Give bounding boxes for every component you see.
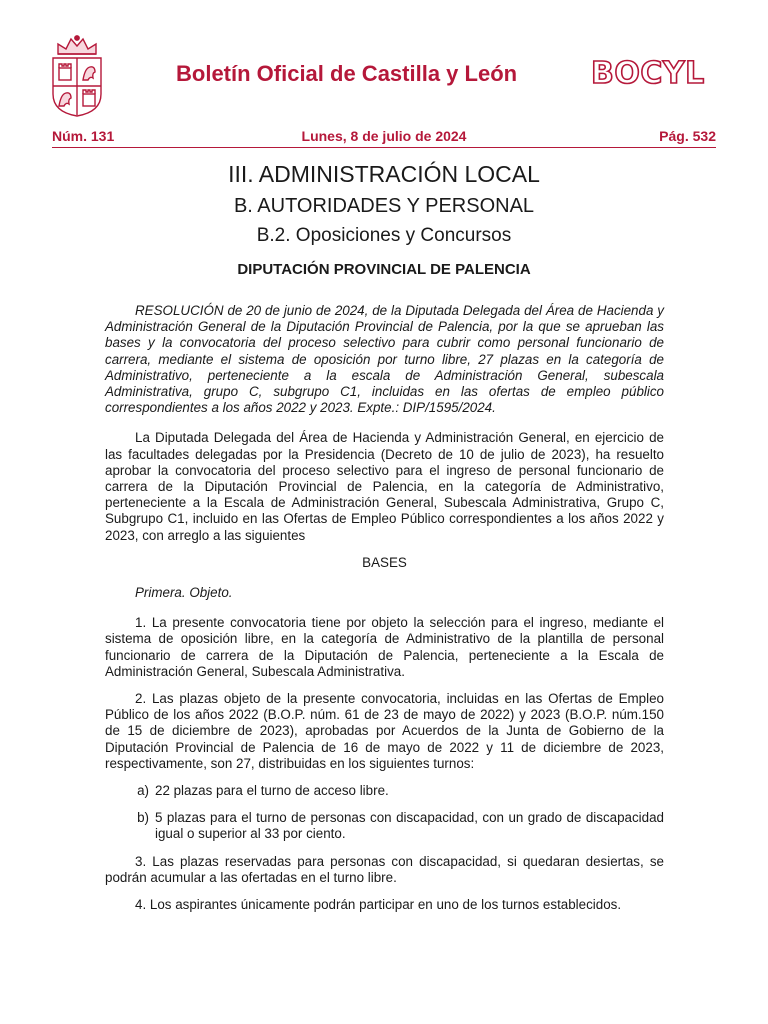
list-item-text: 22 plazas para el turno de acceso libre.: [155, 783, 389, 799]
list-item: [105, 783, 664, 799]
section-heading-level1: III. ADMINISTRACIÓN LOCAL: [228, 161, 540, 187]
coat-of-arms-logo: [48, 34, 106, 118]
intro-paragraph: La Diputada Delegada del Área de Hacienda y Administración General, en ejercicio de las facultades delegadas por la Presidencia (Decreto de 10 de julio de 2023), ha resuelto aprobar la convocatoria del proceso selectivo para el ingreso de personal funcionario de carrera de la Diputación Provincial de Palencia, en la categoría de Administrativo, perteneciente a la Escala de Administración General, Subescala Administrativa, Grupo C, Subgrupo C1, incluido en las Ofertas de Empleo Público correspondientes a los años 2022 y 2023, con arreglo a las siguientes: [105, 430, 664, 543]
resolution-summary: RESOLUCIÓN de 20 de junio de 2024, de la Diputada Delegada del Área de Hacienda y Administración General de la Diputación Provincial de Palencia, por la que se aprueban las bases y la convocatoria del proceso selectivo para cubrir como personal funcionario de carrera, mediante el sistema de oposición por turno libre, 27 plazas en la categoría de Administrativo, perteneciente a la escala de Administración General, subescala Administrativa, grupo C, subgrupo C1, incluidas en las ofertas de empleo público correspondientes a los años 2022 y 2023. Expte.: DIP/1595/2024.: [105, 303, 664, 416]
issue-number: Núm. 131: [52, 128, 115, 144]
document-body: [105, 303, 664, 924]
list-item-text: 5 plazas para el turno de personas con discapacidad, con un grado de discapacidad igual o superior al 33 por ciento.: [155, 810, 664, 842]
list-marker: a): [137, 783, 149, 799]
bocyl-logo: BOCYL: [591, 56, 705, 91]
base-first-heading: Primera. Objeto.: [135, 585, 233, 601]
page-number: Pág. 532: [659, 128, 716, 144]
paragraph-3: 3. Las plazas reservadas para personas con discapacidad, si quedaran desiertas, se podrán acumular a las ofertadas en el turno libre.: [105, 853, 664, 885]
list-item: [105, 810, 664, 842]
section-heading-level3: B.2. Oposiciones y Concursos: [256, 225, 512, 246]
paragraph-2: 2. Las plazas objeto de la presente convocatoria, incluidas en las Ofertas de Empleo Público de los años 2022 (B.O.P. núm. 61 de 23 de mayo de 2022) y 2023 (B.O.P. núm.150 de 15 de diciembre de 2023), aprobadas por Acuerdos de la Junta de Gobierno de la Diputación Provincial de Palencia de 16 de mayo de 2022 y 11 de diciembre de 2023, respectivamente, son 27, distribuidas en los siguientes turnos:: [105, 691, 664, 771]
bases-heading: BASES: [362, 554, 407, 570]
paragraph-1: 1. La presente convocatoria tiene por objeto la selección para el ingreso, mediante el sistema de oposición libre, en la categoría de Administrativo de la plantilla de personal funcionario de carrera de la Diputación de Palencia, perteneciente a la Escala de Administración General, Subescala Administrativa.: [105, 615, 664, 679]
paragraph-4: 4. Los aspirantes únicamente podrán participar en uno de los turnos establecidos.: [135, 897, 622, 913]
list-marker: b): [137, 810, 149, 826]
header-divider: [52, 147, 716, 148]
issuing-entity: DIPUTACIÓN PROVINCIAL DE PALENCIA: [237, 261, 531, 278]
section-heading-level2: B. AUTORIDADES Y PERSONAL: [233, 195, 535, 217]
issue-date: Lunes, 8 de julio de 2024: [301, 128, 467, 144]
bulletin-title: Boletín Oficial de Castilla y León: [176, 61, 518, 86]
